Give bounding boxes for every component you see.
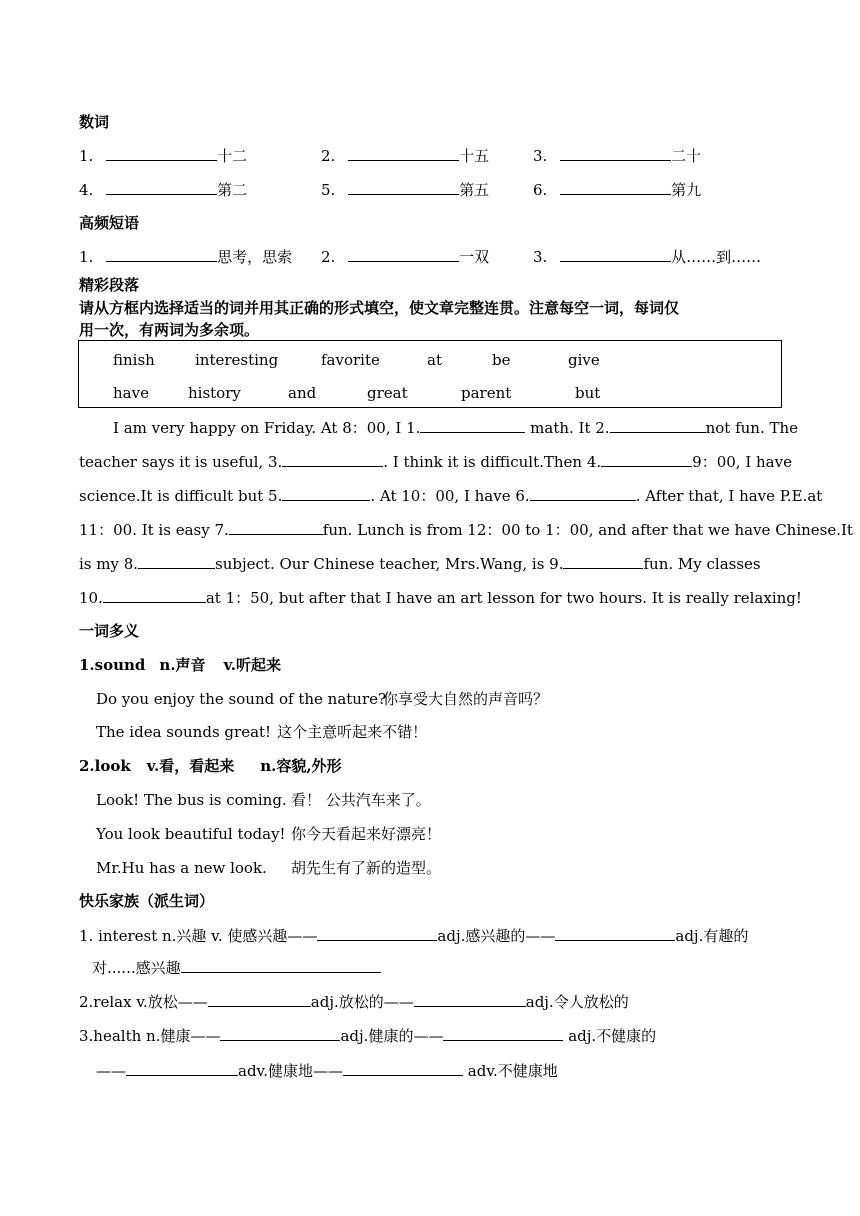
- phrase-item: [79, 247, 292, 267]
- item-number: 2.: [321, 147, 336, 165]
- word-bank-word: great: [367, 384, 408, 402]
- word-bank-word: interesting: [195, 351, 279, 369]
- item-number: 4.: [79, 181, 94, 199]
- answer-blank[interactable]: [530, 486, 636, 501]
- derivative-text: adj.感兴趣的——: [437, 927, 556, 945]
- answer-blank[interactable]: [282, 452, 383, 467]
- passage-text: I am very happy on Friday. At 8：00, I 1.: [113, 419, 421, 437]
- derivative-text: adj.令人放松的: [525, 993, 629, 1011]
- passage-text: science.It is difficult but 5.: [79, 487, 283, 505]
- derivative-line: [79, 1026, 656, 1046]
- word-bank-word: favorite: [321, 351, 380, 369]
- passage-line: [79, 486, 822, 506]
- item-number: 2.: [321, 248, 336, 266]
- item-hint: 第二: [217, 181, 248, 199]
- example-line: [96, 722, 427, 742]
- polysemy-heading: 一词多义: [79, 622, 140, 640]
- derivative-line: [79, 992, 629, 1012]
- item-hint: 思考，思索: [217, 248, 293, 266]
- answer-blank[interactable]: [126, 1061, 238, 1076]
- item-number: 3.: [533, 248, 548, 266]
- answer-blank[interactable]: [282, 486, 370, 501]
- passage-text: at 1：50, but after that I have an art lesson for two hours. It is really relaxing!: [205, 589, 802, 607]
- answer-blank[interactable]: [181, 958, 381, 973]
- passage-text: fun. My classes: [643, 555, 761, 573]
- example-zh: 这个主意听起来不错！: [277, 723, 428, 741]
- example-zh: 你今天看起来好漂亮！: [291, 825, 442, 843]
- answer-blank[interactable]: [106, 146, 217, 161]
- entry-sense: v.听起来: [223, 656, 281, 674]
- passage-text: is my 8.: [79, 555, 139, 573]
- word-bank-word: be: [492, 351, 511, 369]
- example-en: The idea sounds great!: [96, 723, 272, 741]
- derivatives-heading: 快乐家族（派生词）: [79, 892, 215, 910]
- answer-blank[interactable]: [414, 992, 526, 1007]
- derivative-line: [92, 958, 381, 978]
- example-en: Do you enjoy the sound of the nature?: [96, 690, 387, 708]
- passage-text: . After that, I have P.E.at: [635, 487, 823, 505]
- derivative-line: [96, 1061, 558, 1081]
- item-number: 1.: [79, 248, 94, 266]
- derivative-text: 2.relax v.放松——: [79, 993, 208, 1011]
- answer-blank[interactable]: [601, 452, 692, 467]
- passage-line: [79, 520, 853, 540]
- numeral-item: [533, 146, 701, 166]
- polysemy-entry-sound: [79, 655, 281, 675]
- answer-blank[interactable]: [106, 247, 217, 262]
- entry-word: 2.look: [79, 757, 131, 775]
- word-bank-word: but: [575, 384, 601, 402]
- example-en: Mr.Hu has a new look.: [96, 859, 267, 877]
- word-bank-word: give: [568, 351, 600, 369]
- numeral-item: [79, 146, 247, 166]
- passage-text: not fun. The: [705, 419, 799, 437]
- answer-blank[interactable]: [420, 418, 525, 433]
- answer-blank[interactable]: [229, 520, 323, 535]
- item-hint: 第五: [459, 181, 490, 199]
- example-en: Look! The bus is coming.: [96, 791, 287, 809]
- word-bank-word: have: [113, 384, 149, 402]
- answer-blank[interactable]: [563, 554, 643, 569]
- numeral-item: [533, 180, 701, 200]
- answer-blank[interactable]: [348, 180, 459, 195]
- phrase-item: [533, 247, 761, 267]
- passage-heading: 精彩段落: [79, 276, 140, 294]
- word-bank-word: parent: [461, 384, 512, 402]
- entry-sense: v.看，看起来: [146, 757, 235, 775]
- derivative-text: 3.health n.健康——: [79, 1027, 221, 1045]
- derivative-text: ——: [96, 1062, 126, 1080]
- passage-text: math. It 2.: [525, 419, 610, 437]
- entry-sense: n.声音: [159, 656, 206, 674]
- item-number: 6.: [533, 181, 548, 199]
- answer-blank[interactable]: [348, 247, 459, 262]
- item-hint: 一双: [459, 248, 490, 266]
- numeral-item: [321, 146, 489, 166]
- passage-text: fun. Lunch is from 12：00 to 1：00, and after that we have Chinese.It: [322, 521, 853, 539]
- item-hint: 十五: [459, 147, 490, 165]
- numerals-heading: 数词: [79, 113, 110, 131]
- entry-word: 1.sound: [79, 656, 146, 674]
- passage-text: 10.: [79, 589, 103, 607]
- passage-text: subject. Our Chinese teacher, Mrs.Wang, is 9.: [215, 555, 564, 573]
- answer-blank[interactable]: [106, 180, 217, 195]
- passage-text: teacher says it is useful, 3.: [79, 453, 283, 471]
- numeral-item: [79, 180, 247, 200]
- example-en: You look beautiful today!: [96, 825, 286, 843]
- derivative-text: adj.不健康的: [563, 1027, 657, 1045]
- answer-blank[interactable]: [555, 926, 675, 941]
- answer-blank[interactable]: [560, 247, 671, 262]
- entry-sense: n.容貌,外形: [260, 757, 342, 775]
- derivative-text: adj.健康的——: [340, 1027, 444, 1045]
- answer-blank[interactable]: [560, 180, 671, 195]
- answer-blank[interactable]: [343, 1061, 463, 1076]
- passage-line: [113, 418, 798, 438]
- passage-text: . At 10：00, I have 6.: [370, 487, 530, 505]
- answer-blank[interactable]: [138, 554, 215, 569]
- word-bank-box: [78, 340, 782, 408]
- answer-blank[interactable]: [103, 588, 206, 603]
- answer-blank[interactable]: [208, 992, 311, 1007]
- example-zh: 看！ 公共汽车来了。: [291, 791, 431, 809]
- item-hint: 第九: [671, 181, 702, 199]
- derivative-text: adv.健康地——: [238, 1062, 344, 1080]
- item-hint: 二十: [671, 147, 702, 165]
- passage-instruction-line2: 用一次，有两词为多余项。: [79, 321, 260, 339]
- word-bank-word: at: [427, 351, 442, 369]
- derivative-line: [79, 926, 748, 946]
- passage-line: [79, 588, 802, 608]
- item-hint: 从……到……: [671, 248, 762, 266]
- answer-blank[interactable]: [348, 146, 459, 161]
- word-bank-word: finish: [113, 351, 155, 369]
- derivative-text: adj.有趣的: [675, 927, 749, 945]
- derivative-text: adj.放松的——: [310, 993, 414, 1011]
- numeral-item: [321, 180, 489, 200]
- answer-blank[interactable]: [443, 1026, 563, 1041]
- passage-text: 11：00. It is easy 7.: [79, 521, 229, 539]
- item-number: 3.: [533, 147, 548, 165]
- answer-blank[interactable]: [220, 1026, 340, 1041]
- passage-line: [79, 554, 761, 574]
- phrases-heading: 高频短语: [79, 214, 140, 232]
- answer-blank[interactable]: [317, 926, 437, 941]
- item-number: 1.: [79, 147, 94, 165]
- derivative-text: 1. interest n.兴趣 v. 使感兴趣——: [79, 927, 318, 945]
- derivative-text: adv.不健康地: [463, 1062, 558, 1080]
- passage-text: 9：00, I have: [692, 453, 792, 471]
- polysemy-entry-look: [79, 756, 342, 776]
- item-hint: 十二: [217, 147, 248, 165]
- answer-blank[interactable]: [560, 146, 671, 161]
- phrase-item: [321, 247, 489, 267]
- derivative-text: 对......感兴趣: [92, 959, 181, 977]
- word-bank-word: history: [188, 384, 241, 402]
- word-bank-word: and: [288, 384, 317, 402]
- item-number: 5.: [321, 181, 336, 199]
- example-zh: 你享受大自然的声音吗？: [383, 690, 549, 708]
- passage-instruction-line1: 请从方框内选择适当的词并用其正确的形式填空，使文章完整连贯。注意每空一词，每词仅: [79, 299, 680, 317]
- passage-text: . I think it is difficult.Then 4.: [383, 453, 602, 471]
- passage-line: [79, 452, 792, 472]
- example-zh: 胡先生有了新的造型。: [291, 859, 442, 877]
- answer-blank[interactable]: [610, 418, 706, 433]
